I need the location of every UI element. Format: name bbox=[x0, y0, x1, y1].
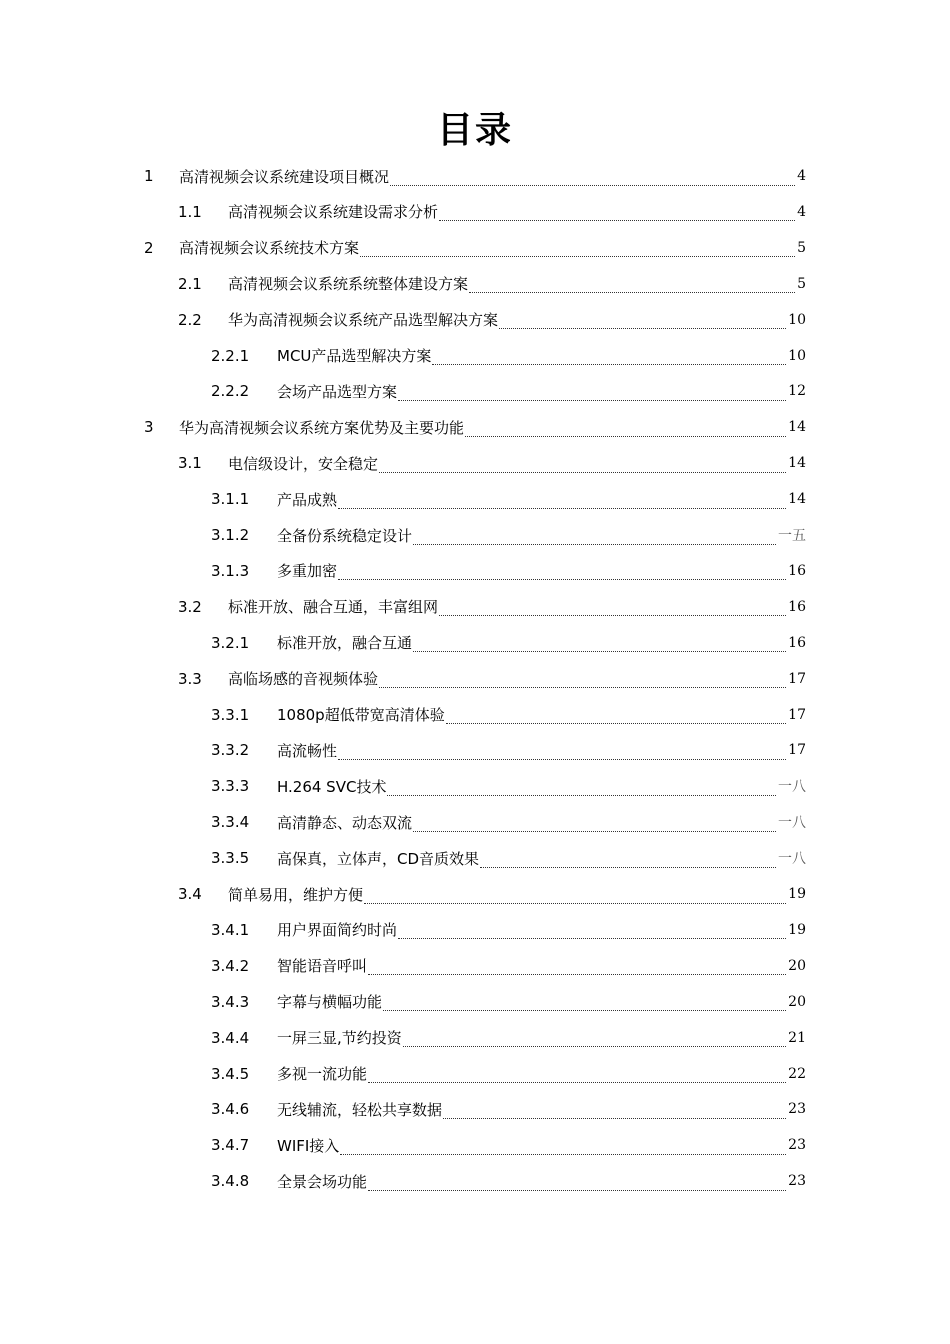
toc-entry-title: 标准开放，融合互通 bbox=[277, 634, 413, 653]
toc-entry-number: 3.4.2 bbox=[211, 956, 250, 975]
toc-entry-title: 高清视频会议系统建设项目概况 bbox=[179, 167, 390, 186]
toc-entry-number: 3.4.3 bbox=[211, 992, 250, 1011]
toc-entry[interactable] bbox=[178, 266, 806, 302]
toc-entry-title: 高保真，立体声，CD音质效果 bbox=[277, 849, 480, 868]
toc-entry-page: 14 bbox=[788, 419, 806, 436]
toc-entry-page: 16 bbox=[788, 598, 806, 615]
toc-entry-number: 3 bbox=[144, 418, 154, 437]
toc-entry[interactable] bbox=[211, 338, 806, 374]
toc-entry[interactable] bbox=[211, 481, 806, 517]
toc-entry[interactable] bbox=[211, 1091, 806, 1127]
toc-entry-title: 用户界面简约时尚 bbox=[277, 921, 398, 940]
toc-entry-title: 智能语音呼叫 bbox=[277, 957, 368, 976]
toc-entry[interactable] bbox=[178, 302, 806, 338]
toc-entry-number: 1.1 bbox=[178, 202, 202, 221]
toc-entry-title: 全景会场功能 bbox=[277, 1172, 368, 1191]
toc-entry-page: 21 bbox=[788, 1029, 806, 1046]
toc-entry-title: 高清视频会议系统建设需求分析 bbox=[228, 203, 439, 222]
toc-entry-title: 高清静态、动态双流 bbox=[277, 813, 413, 832]
toc-entry-page: 20 bbox=[788, 957, 806, 974]
toc-entry-page: 19 bbox=[788, 886, 806, 902]
toc-entry-number: 3.3.5 bbox=[211, 849, 250, 868]
toc-entry-number: 2.1 bbox=[178, 274, 202, 293]
dot-leader bbox=[413, 530, 776, 545]
toc-entry[interactable] bbox=[178, 661, 806, 697]
toc-entry[interactable] bbox=[211, 768, 806, 804]
toc-entry-number: 1 bbox=[144, 167, 154, 185]
toc-entry-page: 16 bbox=[788, 634, 806, 651]
dot-leader bbox=[403, 1032, 786, 1047]
dot-leader bbox=[398, 386, 786, 401]
dot-leader bbox=[413, 817, 776, 832]
toc-entry-number: 3.3.3 bbox=[211, 777, 250, 796]
toc-entry[interactable] bbox=[144, 409, 806, 445]
dot-leader bbox=[499, 314, 786, 329]
toc-entry-number: 3.4 bbox=[178, 885, 202, 903]
toc-entry[interactable] bbox=[211, 840, 806, 876]
toc-entry-title: MCU产品选型解决方案 bbox=[277, 347, 432, 365]
toc-entry-page: 22 bbox=[788, 1065, 806, 1082]
toc-entry-number: 3.4.6 bbox=[211, 1100, 250, 1119]
toc-entry-number: 3.2.1 bbox=[211, 633, 250, 652]
toc-entry-number: 3.4.5 bbox=[211, 1064, 250, 1083]
toc-entry-number: 3.1 bbox=[178, 454, 202, 473]
toc-entry-number: 3.3 bbox=[178, 669, 202, 688]
toc-entry-title: 华为高清视频会议系统方案优势及主要功能 bbox=[179, 418, 465, 437]
dot-leader bbox=[338, 565, 786, 580]
dot-leader bbox=[413, 637, 786, 652]
toc-entry-number: 3.3.1 bbox=[211, 705, 250, 724]
toc-entry-page: 14 bbox=[788, 455, 806, 472]
toc-entry-page: 12 bbox=[788, 383, 806, 400]
toc-entry-page: 5 bbox=[797, 239, 806, 256]
toc-entry-title: 标准开放、融合互通，丰富组网 bbox=[228, 598, 439, 617]
dot-leader bbox=[364, 889, 786, 904]
dot-leader bbox=[446, 709, 786, 724]
toc-entry-number: 3.4.4 bbox=[211, 1028, 250, 1047]
toc-entry[interactable] bbox=[178, 876, 806, 912]
toc-entry-page: 4 bbox=[797, 168, 806, 184]
toc-entry-number: 2 bbox=[144, 238, 154, 257]
toc-entry[interactable] bbox=[211, 517, 806, 553]
dot-leader bbox=[340, 1140, 786, 1155]
toc-entry-title: 高流畅性 bbox=[277, 741, 338, 760]
toc-entry-title: WIFI接入 bbox=[277, 1136, 340, 1155]
toc-entry-page: 19 bbox=[788, 921, 806, 938]
toc-entry[interactable] bbox=[211, 1020, 806, 1056]
toc-entry-number: 3.4.1 bbox=[211, 920, 250, 939]
toc-entry-page: 4 bbox=[797, 203, 806, 220]
toc-entry-number: 3.2 bbox=[178, 597, 202, 616]
toc-entry-page: 一八 bbox=[778, 779, 806, 796]
toc-entry[interactable] bbox=[211, 373, 806, 409]
dot-leader bbox=[368, 1176, 786, 1191]
toc-entry-title: 多视一流功能 bbox=[277, 1065, 368, 1083]
dot-leader bbox=[390, 171, 795, 186]
toc-entry-number: 2.2.1 bbox=[211, 346, 250, 365]
dot-leader bbox=[338, 745, 786, 760]
toc-entry-title: 1080p超低带宽高清体验 bbox=[277, 706, 445, 724]
toc-entry-page: 17 bbox=[788, 742, 806, 759]
dot-leader bbox=[387, 781, 776, 796]
toc-entry[interactable] bbox=[211, 553, 806, 589]
toc-entry-title: 一屏三显,节约投资 bbox=[277, 1029, 402, 1048]
toc-entry-title: 会场产品选型方案 bbox=[277, 382, 398, 401]
toc-entry-page: 23 bbox=[788, 1101, 806, 1118]
dot-leader bbox=[379, 673, 786, 688]
toc-entry[interactable] bbox=[144, 158, 806, 194]
dot-leader bbox=[439, 206, 795, 221]
toc-entry-page: 一八 bbox=[778, 851, 806, 868]
dot-leader bbox=[432, 350, 786, 365]
toc-entry-number: 3.3.4 bbox=[211, 813, 250, 832]
toc-entry[interactable] bbox=[211, 912, 806, 948]
toc-entry[interactable] bbox=[211, 804, 806, 840]
toc-entry-title: 简单易用，维护方便 bbox=[228, 885, 364, 904]
dot-leader bbox=[480, 853, 776, 868]
toc-entry-page: 一五 bbox=[778, 528, 806, 544]
toc-entry[interactable] bbox=[178, 194, 806, 230]
toc-entry[interactable] bbox=[211, 732, 806, 768]
toc-entry[interactable] bbox=[178, 445, 806, 481]
toc-entry-page: 23 bbox=[788, 1173, 806, 1190]
toc-entry-number: 2.2 bbox=[178, 310, 202, 329]
dot-leader bbox=[439, 601, 786, 616]
dot-leader bbox=[368, 960, 786, 975]
toc-entry-title: 高临场感的音视频体验 bbox=[228, 670, 379, 689]
toc-entry[interactable] bbox=[211, 1127, 806, 1163]
toc-entry-page: 20 bbox=[788, 993, 806, 1010]
toc-entry[interactable] bbox=[144, 230, 806, 266]
dot-leader bbox=[368, 1068, 786, 1083]
toc-entry-title: 产品成熟 bbox=[277, 490, 338, 509]
toc-entry-page: 10 bbox=[788, 311, 806, 328]
toc-entry-title: 电信级设计，安全稳定 bbox=[228, 454, 379, 473]
toc-entry-page: 5 bbox=[797, 275, 806, 292]
toc-entry[interactable] bbox=[211, 697, 806, 733]
dot-leader bbox=[379, 458, 786, 473]
dot-leader bbox=[398, 924, 786, 939]
toc-entry-title: 多重加密 bbox=[277, 562, 338, 581]
toc-entry[interactable] bbox=[211, 1056, 806, 1092]
toc-entry-title: 无线辅流，轻松共享数据 bbox=[277, 1100, 443, 1119]
toc-entry-number: 3.1.1 bbox=[211, 490, 250, 509]
toc-entry-number: 3.4.8 bbox=[211, 1172, 250, 1191]
dot-leader bbox=[443, 1104, 786, 1119]
toc-entry-page: 17 bbox=[788, 670, 806, 687]
toc-entry-title: 字幕与横幅功能 bbox=[277, 993, 383, 1012]
toc-entry-page: 16 bbox=[788, 562, 806, 579]
toc-entry-number: 3.3.2 bbox=[211, 741, 250, 760]
dot-leader bbox=[465, 422, 786, 437]
toc-entry-number: 3.1.2 bbox=[211, 526, 250, 544]
toc-entry-title: 高清视频会议系统系统整体建设方案 bbox=[228, 275, 469, 294]
toc-entry-page: 17 bbox=[788, 706, 806, 723]
toc-entry-title: 华为高清视频会议系统产品选型解决方案 bbox=[228, 311, 499, 330]
toc-entry-page: 23 bbox=[788, 1137, 806, 1154]
toc-entry[interactable] bbox=[211, 1163, 806, 1199]
toc-entry[interactable] bbox=[178, 589, 806, 625]
toc-entry-number: 3.1.3 bbox=[211, 561, 250, 580]
toc-entry-page: 10 bbox=[788, 347, 806, 364]
toc-entry-title: 全备份系统稳定设计 bbox=[277, 526, 413, 545]
dot-leader bbox=[360, 242, 795, 257]
toc-entry[interactable] bbox=[211, 984, 806, 1020]
toc-entry[interactable] bbox=[211, 625, 806, 661]
toc-entry-title: 高清视频会议系统技术方案 bbox=[179, 239, 360, 258]
page-title: 目录 bbox=[436, 110, 513, 151]
dot-leader bbox=[383, 996, 786, 1011]
toc-entry-title: H.264 SVC技术 bbox=[277, 777, 387, 796]
toc-entry-page: 一八 bbox=[778, 815, 806, 832]
toc-entry-page: 14 bbox=[788, 491, 806, 508]
dot-leader bbox=[469, 278, 795, 293]
toc-entry-number: 3.4.7 bbox=[211, 1136, 250, 1155]
toc-entry-number: 2.2.2 bbox=[211, 382, 250, 401]
toc-entry[interactable] bbox=[211, 948, 806, 984]
dot-leader bbox=[338, 494, 786, 509]
